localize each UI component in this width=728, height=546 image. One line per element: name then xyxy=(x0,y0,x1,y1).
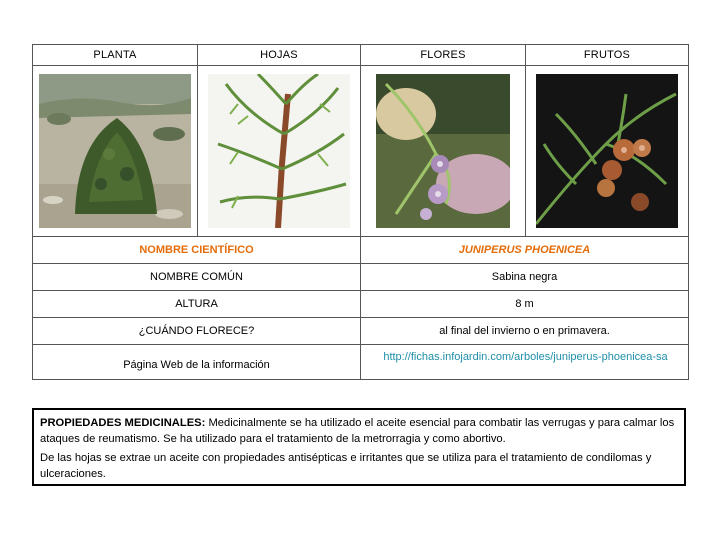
properties-paragraph-2: De las hojas se extrae un aceite con propiedades antisépticas e irritantes que se utiliza para el tratamiento de condilomas y ulceraciones. xyxy=(40,452,652,480)
web-link[interactable]: http://fichas.infojardin.com/arboles/juniperus-phoenicea-sa xyxy=(383,351,668,363)
height-label: ALTURA xyxy=(33,291,361,318)
column-header-planta: PLANTA xyxy=(33,45,198,66)
bloom-value: al final del invierno o en primavera. xyxy=(361,318,689,345)
column-header-frutos: FRUTOS xyxy=(526,45,689,66)
web-label-cell xyxy=(33,345,361,380)
image-row xyxy=(33,66,689,237)
column-header-flores: FLORES xyxy=(361,45,526,66)
plant-photo-cell xyxy=(33,66,198,237)
leaves-photo xyxy=(208,74,350,228)
properties-text-1: Medicinalmente se ha utilizado el aceite esencial para combatir las verrugas y para calmar los ataques de reumatismo. Se ha utilizado para el tratamiento de la metrorragia y como abortivo. xyxy=(40,417,675,445)
fruits-photo-cell xyxy=(526,66,689,237)
scientific-name-row xyxy=(33,237,689,264)
common-name-row xyxy=(33,264,689,291)
web-row xyxy=(33,345,689,380)
fruits-photo xyxy=(536,74,678,228)
common-name-value: Sabina negra xyxy=(361,264,689,291)
scientific-name-label: NOMBRE CIENTÍFICO xyxy=(33,237,361,264)
properties-paragraph-1 xyxy=(40,415,678,447)
flowers-photo-cell xyxy=(361,66,526,237)
bloom-row xyxy=(33,318,689,345)
plant-photo xyxy=(39,74,191,228)
flowers-photo xyxy=(376,74,510,228)
medicinal-properties-box xyxy=(32,408,686,486)
bloom-label: ¿CUÁNDO FLORECE? xyxy=(33,318,361,345)
height-value: 8 m xyxy=(361,291,689,318)
web-label: Página Web de la información xyxy=(123,359,270,371)
column-header-row xyxy=(33,45,689,66)
common-name-label: NOMBRE COMÚN xyxy=(33,264,361,291)
height-row xyxy=(33,291,689,318)
scientific-name-value: JUNIPERUS PHOENICEA xyxy=(361,237,689,264)
plant-table xyxy=(32,44,689,380)
leaves-photo-cell xyxy=(198,66,361,237)
properties-heading: PROPIEDADES MEDICINALES: xyxy=(40,417,206,429)
web-link-cell[interactable] xyxy=(361,345,689,380)
column-header-hojas: HOJAS xyxy=(198,45,361,66)
